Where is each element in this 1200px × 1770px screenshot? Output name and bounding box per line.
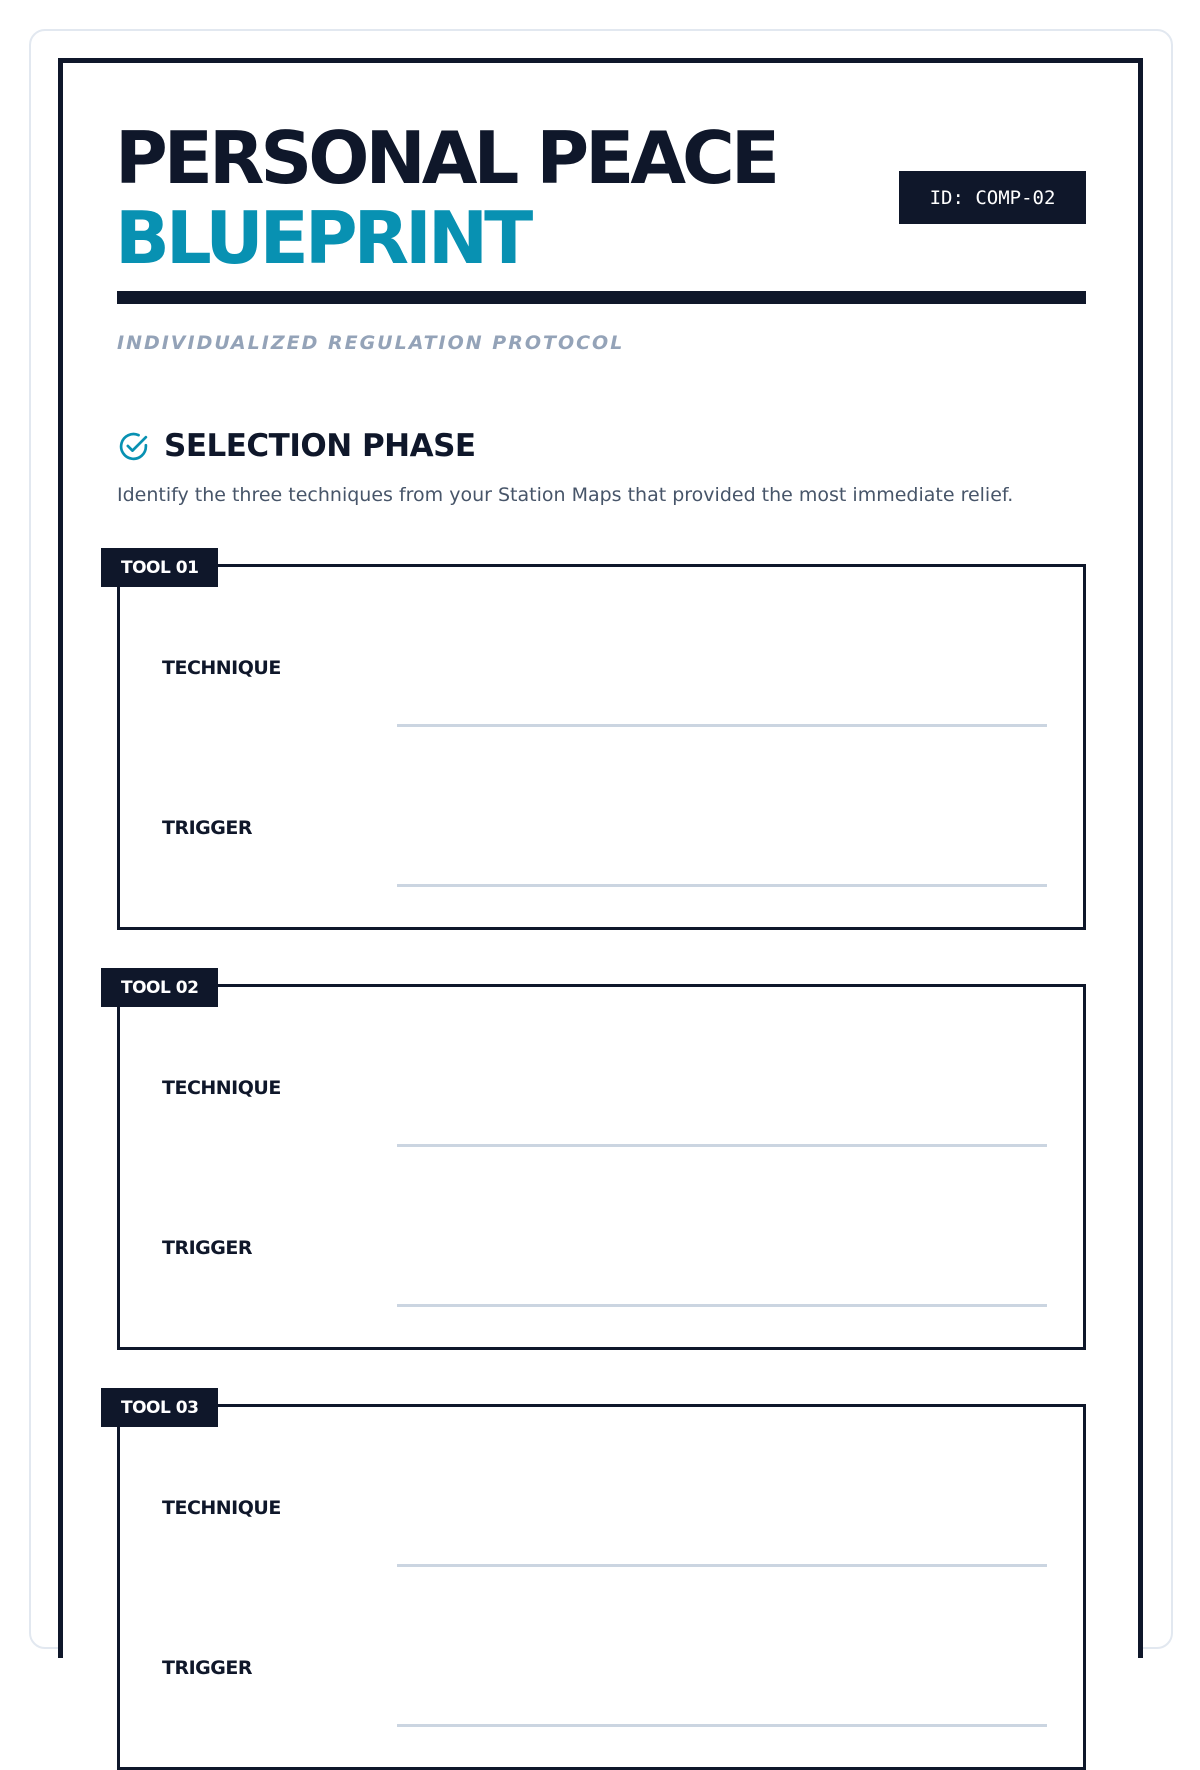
- section-heading: [117, 428, 476, 464]
- technique-input-line[interactable]: [397, 724, 1047, 727]
- technique-input-line[interactable]: [397, 1564, 1047, 1567]
- trigger-label: TRIGGER: [162, 817, 252, 839]
- title-line-1: PERSONAL PEACE: [115, 116, 777, 200]
- title-line-2: BLUEPRINT: [115, 196, 530, 280]
- technique-label: TECHNIQUE: [162, 1497, 281, 1519]
- tool-tag: TOOL 01: [101, 548, 218, 587]
- technique-input-line[interactable]: [397, 1144, 1047, 1147]
- document-subtitle: INDIVIDUALIZED REGULATION PROTOCOL: [117, 332, 625, 354]
- tool-card-01: [117, 557, 1086, 930]
- technique-label: TECHNIQUE: [162, 657, 281, 679]
- trigger-label: TRIGGER: [162, 1237, 252, 1259]
- check-circle-icon: [117, 430, 150, 463]
- trigger-input-line[interactable]: [397, 1724, 1047, 1727]
- section-description: Identify the three techniques from your Station Maps that provided the most immediate relief.: [117, 484, 1014, 506]
- trigger-label: TRIGGER: [162, 1657, 252, 1679]
- technique-label: TECHNIQUE: [162, 1077, 281, 1099]
- header-divider: [117, 291, 1086, 304]
- id-badge: ID: COMP-02: [899, 171, 1086, 224]
- section-title: SELECTION PHASE: [164, 428, 476, 464]
- tool-card-03: [117, 1397, 1086, 1770]
- tool-card-02: [117, 977, 1086, 1350]
- trigger-input-line[interactable]: [397, 1304, 1047, 1307]
- tool-tag: TOOL 03: [101, 1388, 218, 1427]
- tool-tag: TOOL 02: [101, 968, 218, 1007]
- trigger-input-line[interactable]: [397, 884, 1047, 887]
